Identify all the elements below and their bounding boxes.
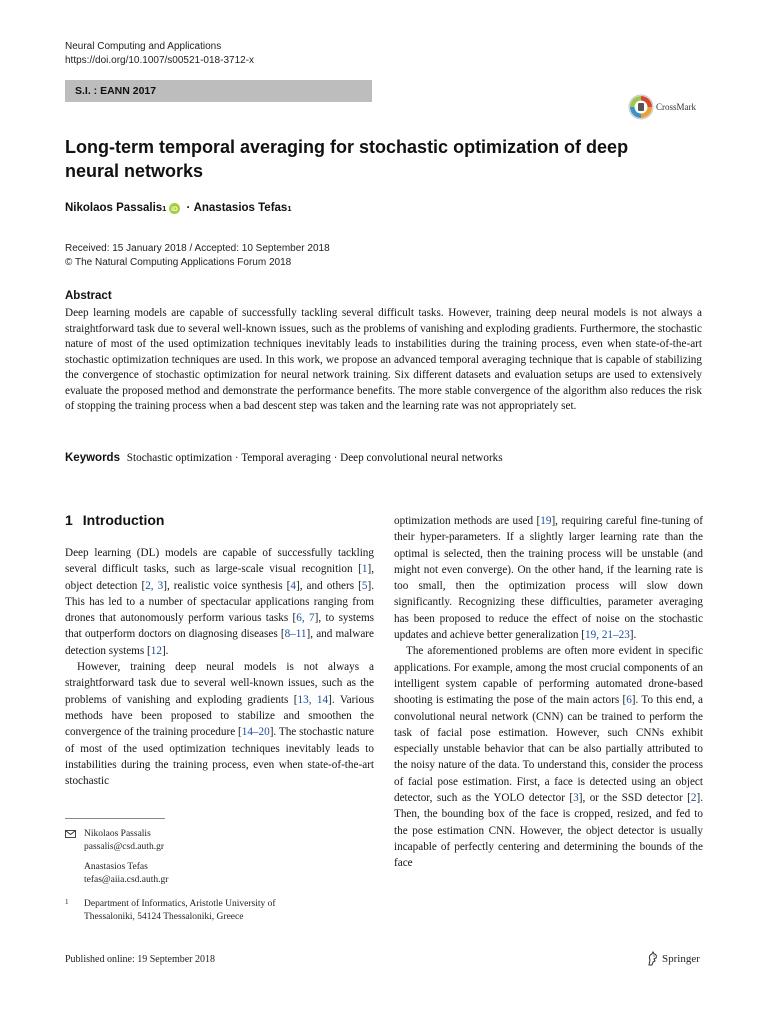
keywords-label: Keywords [65,452,120,464]
citation-link[interactable]: 2, 3 [145,579,164,592]
section-title: Introduction [82,512,165,528]
affiliation-marker: 1 [287,203,292,213]
paragraph-text: ], object detection [ [65,563,374,592]
paragraph-text: ]. To this end, a convolutional neural network (CNN) can be trained to perform the task of facial pose estimation. However, such CNNs exhibit especially unstable behavior that can be also partially attributed to the noisy nature of the data. To understand this, consider the process of facial pose estimation. First, a face is detected using an object detector, such as the YOLO detector [ [394,694,704,805]
citation-link[interactable]: 6, 7 [296,612,315,625]
author-name[interactable]: Anastasios Tefas [193,202,288,214]
paragraph-text: The aforementioned problems are often more evident in specific applications. For example, among the most crucial components of an intelligent system capable of performing automated drone-based shooting is estimating the pose of the main actors [ [394,645,703,707]
journal-header [65,40,254,68]
citation-link[interactable]: 6 [626,694,632,707]
paragraph-text: ], and malware detection systems [ [65,628,374,657]
paragraph-text: optimization methods are used [ [394,515,541,527]
paragraph-text: ], or the SSD detector [ [578,792,691,805]
right-column [394,513,703,872]
springer-horse-icon [646,951,660,967]
paragraph-text: ]. [629,629,637,642]
keywords-text: Stochastic optimization · Temporal averaging · Deep convolutional neural networks [126,452,503,464]
paragraph-text: ]. Various methods have been proposed to stabilize and smoothen the convergence of the training procedure [ [65,693,375,739]
keywords [65,452,503,464]
correspondence-footnote [65,828,365,887]
received-accepted: Received: 15 January 2018 / Accepted: 10 September 2018 [65,243,330,254]
publisher-name: Springer [662,953,700,965]
citation-link[interactable]: 19 [540,515,552,527]
crossmark-icon [628,94,654,120]
published-online: Published online: 19 September 2018 [65,954,215,965]
paragraph-text: ], and others [ [295,579,362,592]
author-list [65,202,292,214]
journal-name: Neural Computing and Applications [65,41,222,52]
publication-dates [65,242,330,270]
abstract-heading: Abstract [65,290,112,302]
citation-link[interactable]: 13, 14 [297,693,329,706]
affiliation-number: 1 [65,898,69,906]
paragraph-text: ]. The stochastic nature of most of the used optimization techniques inevitably leads to instabilities during the training process, even when state-of-the-art stochastic [65,726,374,788]
citation-link[interactable]: 2 [690,792,697,805]
copyright: © The Natural Computing Applications Forum 2018 [65,257,292,268]
orcid-icon[interactable] [169,203,180,214]
contact-name: Nikolaos Passalis [84,829,151,839]
title-line-1: Long-term temporal averaging for stochastic optimization of deep [65,137,629,157]
paragraph-text: However, training deep neural models is not always a straightforward task due to several well-known issues, such as the problems of vanishing and exploding gradients [ [65,661,374,706]
citation-link[interactable]: 14–20 [241,726,270,739]
affiliation-footnote [65,898,365,924]
svg-text:iD: iD [171,205,179,213]
paragraph [394,513,703,643]
contact-email[interactable]: passalis@csd.auth.gr [84,842,164,852]
citation-link[interactable]: 19, 21–23 [585,629,630,642]
paragraph-text: ], to systems that outperform doctors on diagnosing diseases [ [65,612,375,641]
paragraph-text: ]. Then, the bounding box of the face is cropped, resized, and fed to the pose estimation CNN. However, the object detector is usually incapable of perfectly centering and determining the bounds of the face [394,792,703,870]
contact-name: Anastasios Tefas [84,862,148,872]
section-number: 1 [65,512,73,528]
paragraph-text: ]. [161,644,169,657]
paper-title [65,135,705,183]
paragraph-text: Deep learning (DL) models are capable of successfully tackling several difficult tasks, such as large-scale visual recognition [ [65,547,374,576]
contact-email[interactable]: tefas@aiia.csd.auth.gr [84,875,169,885]
doi-link[interactable]: https://doi.org/10.1007/s00521-018-3712-x [65,55,255,66]
paragraph-text: ], requiring careful fine-tuning of their hyper-parameters. If a slightly larger learning rate than the optimal is selected, then the training process will be unstable (and might not even converge). On the other hand, if the learning rate is too small, then the optimization process will slow down significantly. Recognizing these difficulties, parameter averaging has been proposed to reduce the effect of noise on the stochastic updates and achieve better generalization [ [394,515,703,642]
affiliation-line: Department of Informatics, Aristotle University of [84,899,276,909]
citation-link[interactable]: 8–11 [284,628,307,641]
crossmark-label: CrossMark [656,102,696,112]
author-separator: · [183,202,194,214]
envelope-icon [65,830,76,838]
publisher-logo [646,951,700,967]
left-column [65,545,374,789]
citation-link[interactable]: 1 [361,563,368,576]
paragraph [65,659,374,789]
citation-link[interactable]: 12 [150,644,162,657]
affiliation-line: Thessaloniki, 54124 Thessaloniki, Greece [84,912,244,922]
citation-link[interactable]: 5 [361,579,368,592]
citation-link[interactable]: 4 [290,579,296,592]
author-name[interactable]: Nikolaos Passalis [65,202,163,214]
footnote-divider [65,818,165,819]
citation-link[interactable]: 3 [573,792,579,805]
title-line-2: neural networks [65,161,204,181]
crossmark-badge[interactable] [628,92,696,122]
paragraph-text: ], realistic voice synthesis [ [163,579,291,592]
section-tag: S.I. : EANN 2017 [65,80,372,102]
abstract-body: Deep learning models are capable of successfully tackling several difficult tasks. However, training deep neural models is not always a straightforward task due to several well-known issues, such as the problems of vanishing and exploding gradients. Furthermore, the stochastic nature of most of the used optimization techniques inevitably leads to instabilities during the training process, even when state-of-the-art stochastic optimization techniques are used. In this work, we propose an advanced temporal averaging technique that is capable of stabilizing the convergence of stochastic optimization for neural network training. Six different datasets and evaluation setups are used to extensively evaluate the proposed method and demonstrate the performance benefits. The more stable convergence of the algorithm also reduces the risk of stopping the training process when a bad descent step was taken and the learning rate was not appropriately set. [65,307,702,412]
affiliation-marker: 1 [162,203,167,213]
paragraph [394,643,703,871]
section-heading [65,512,164,528]
paragraph-text: ]. This has led to a number of spectacular applications ranging from drones that autonomously perform various tasks [ [65,579,374,625]
paragraph [65,545,374,659]
